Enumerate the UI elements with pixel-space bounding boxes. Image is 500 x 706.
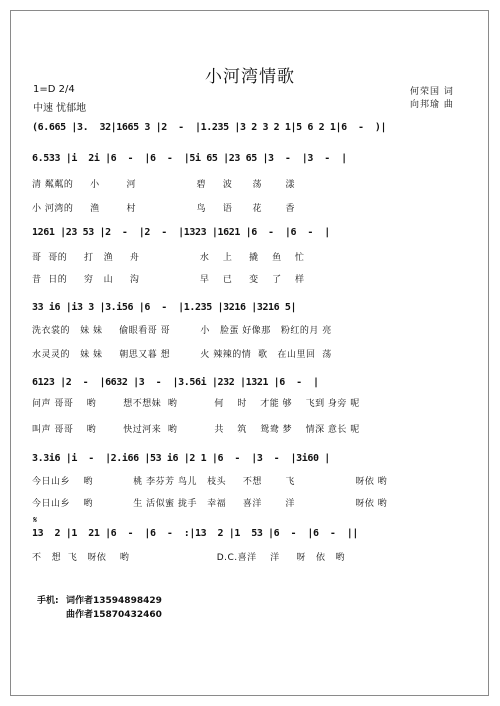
lyricist-credit: 何荣国 词 xyxy=(410,87,454,97)
lyricist-phone: 词作者13594898429 xyxy=(66,596,162,606)
lyric-line-2a: 清 粼粼的 小 河 碧 波 荡 漾 xyxy=(32,180,296,190)
composer-credit: 向邦瑜 曲 xyxy=(410,100,454,110)
notes-line-2: 6.533 |i 2i |6 - |6 - |5i 65 |23 65 |3 - |3 - | xyxy=(32,153,347,164)
lyric-line-3b: 昔 日的 穷 山 沟 早 已 变 了 样 xyxy=(32,275,305,285)
notes-line-4: 33 i6 |i3 3 |3.i56 |6 - |1.235 |3216 |3216 5| xyxy=(32,302,297,313)
composer-phone: 曲作者15870432460 xyxy=(66,610,162,620)
segno-mark: 𝄋 xyxy=(33,515,38,526)
notes-line-6: 3.3i6 |i - |2.i66 |53 i6 |2 1 |6 - |3 - |3i60 | xyxy=(32,453,330,464)
contact-label: 手机: xyxy=(37,596,59,606)
tempo-marking: 中速 忧郁地 xyxy=(33,103,87,114)
notes-line-3: 1261 |23 53 |2 - |2 - |1323 |1621 |6 - |6 - | xyxy=(32,227,330,238)
lyric-line-3a: 哥 哥的 打 渔 舟 水 上 撬 鱼 忙 xyxy=(32,253,305,263)
lyric-line-5b: 叫声 哥哥 哟 快过河来 哟 共 筑 鸳鸯 梦 情深 意长 呢 xyxy=(32,425,360,435)
notes-line-1: (6.665 |3. 32|1665 3 |2 - |1.235 |3 2 3 2 1|5 6 2 1|6 - )| xyxy=(32,122,387,133)
key-signature: 1=D 2/4 xyxy=(33,84,75,95)
notes-line-7: 13 2 |1 21 |6 - |6 - :|13 2 |1 53 |6 - |6 - || xyxy=(32,528,358,539)
notes-line-5: 6123 |2 - |6632 |3 - |3.56i |232 |1321 |6 - | xyxy=(32,377,319,388)
lyric-line-6b: 今日山乡 哟 生 活似蜜 拢手 幸福 喜洋 洋 呀依 哟 xyxy=(32,499,388,509)
lyric-line-5a: 问声 哥哥 哟 想不想妹 哟 何 时 才能 够 飞到 身旁 呢 xyxy=(32,399,360,409)
lyric-line-2b: 小 河湾的 渔 村 鸟 语 花 香 xyxy=(32,204,296,214)
lyric-line-7a: 不 想 飞 呀依 哟 D.C.喜洋 洋 呀 依 哟 xyxy=(32,553,346,563)
lyric-line-4b: 水灵灵的 妹 妹 朝思又暮 想 火 辣辣的情 歌 在山里回 荡 xyxy=(32,350,332,360)
song-title: 小河湾情歌 xyxy=(205,67,295,87)
lyric-line-6a: 今日山乡 哟 桃 李芬芳 鸟儿 枝头 不想 飞 呀依 哟 xyxy=(32,477,388,487)
lyric-line-4a: 洗衣裳的 妹 妹 偷眼看哥 哥 小 脸蛋 好像那 粉红的月 亮 xyxy=(32,326,332,336)
